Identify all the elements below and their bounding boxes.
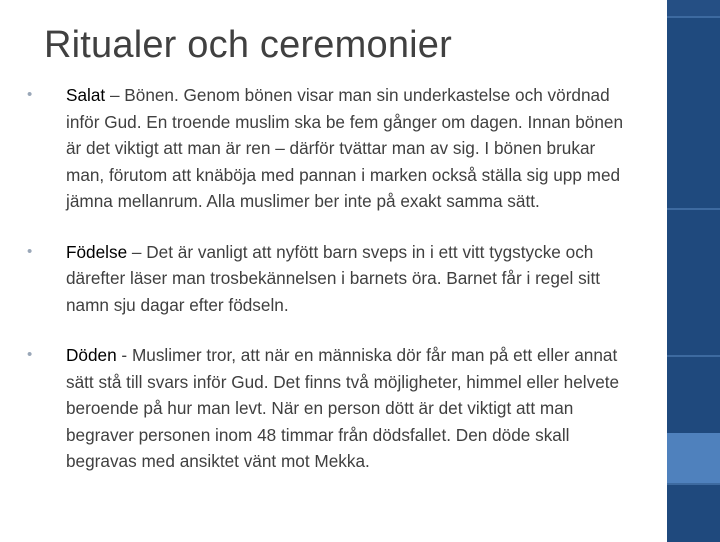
bullet-icon: • [27,346,33,363]
bullet-item-doden [26,342,636,475]
bullet-term: Födelse [66,241,128,262]
sidebar-segment [667,0,720,16]
sidebar-segment [667,355,720,435]
bullet-text: Muslimer tror, att när en människa dör får man på ett eller annat sätt stå till svars inför Gud. Det finns två möjligheter, himmel eller helvete beroende på hur man levt. När en person dött är det viktigt att man begraver personen inom 48 timmar från dödsfallet. Den döde skall begravas med ansiktet vänt mot Mekka. [66,345,620,471]
bullet-separator: – [105,85,125,105]
bullet-separator: - [116,345,132,365]
bullet-text: Bönen. Genom bönen visar man sin underkastelse och vördnad inför Gud. En troende muslim ska be fem gånger om dagen. Innan bönen är det viktigt att man är ren – därför tvättar man av sig. I bönen brukar man, förutom att knäböja med pannan i marken också ställa sig upp med jämna mellanrum. Alla muslimer ber inte på exakt samma sätt. [66,85,624,211]
bullet-term: Salat [66,85,106,105]
sidebar-accent-segment [667,433,720,483]
bullet-separator: – [127,241,147,262]
bullet-icon: • [27,242,33,260]
bullet-list [26,82,636,499]
decorative-sidebar [667,0,720,540]
bullet-text: Det är vanligt att nyfött barn sveps in i ett vitt tygstycke och därefter läser man trosbekännelsen i barnets öra. Barnet får i regel sitt namn sju dagar efter födseln. [66,241,601,315]
sidebar-segment [667,16,720,208]
bullet-item-fodelse [26,239,636,319]
bullet-term: Döden [66,345,117,365]
bullet-item-salat [26,82,636,215]
sidebar-segment [667,208,720,355]
bullet-icon: • [27,86,33,103]
slide-title: Ritualer och ceremonier [44,24,452,66]
sidebar-segment [667,483,720,542]
